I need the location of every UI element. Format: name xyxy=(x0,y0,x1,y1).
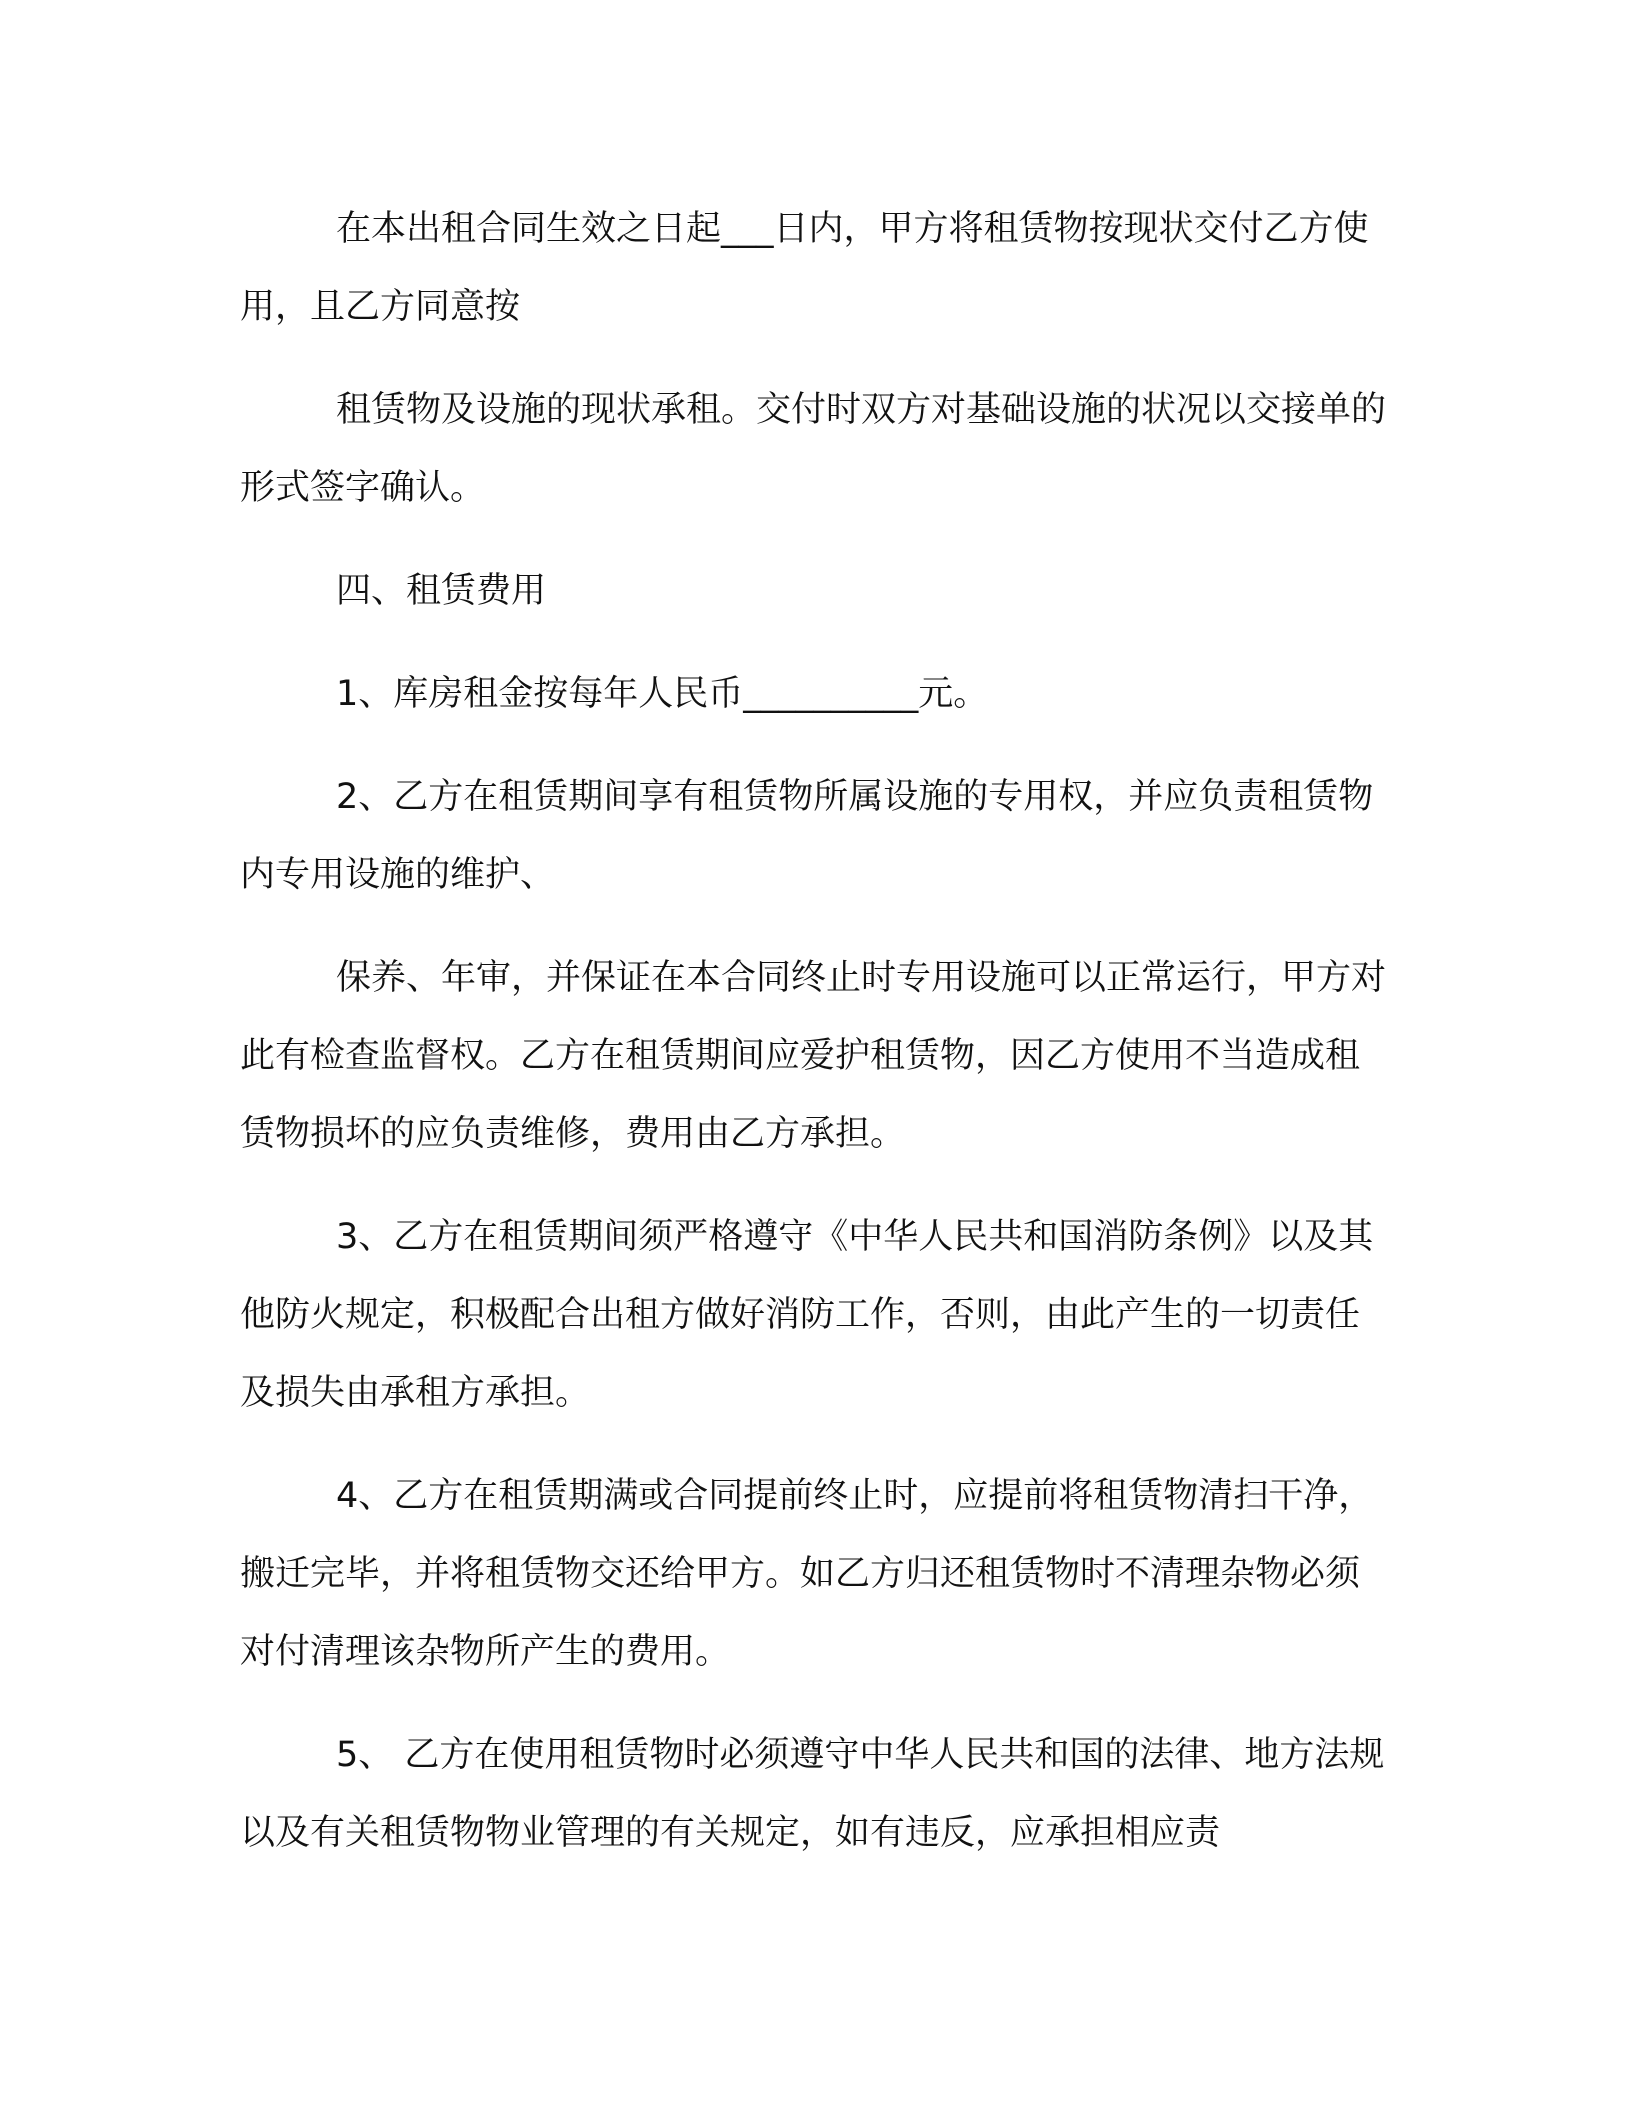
clause-2-maintenance: 保养、年审，并保证在本合同终止时专用设施可以正常运行，甲方对此有检查监督权。乙方在租赁期间应爱护租赁物，因乙方使用不当造成租赁物损坏的应负责维修，费用由乙方承担。 xyxy=(240,958,1387,1154)
paragraph-delivery: 在本出租合同生效之日起___日内，甲方将租赁物按现状交付乙方使用，且乙方同意按 xyxy=(240,209,1369,327)
paragraph-current-condition: 租赁物及设施的现状承租。交付时双方对基础设施的状况以交接单的形式签字确认。 xyxy=(240,390,1387,508)
clause-3-fire-safety: 3、乙方在租赁期间须严格遵守《中华人民共和国消防条例》以及其他防火规定，积极配合出租方做好消防工作，否则，由此产生的一切责任及损失由承租方承担。 xyxy=(240,1217,1374,1413)
section-heading-rental-fees: 四、租赁费用 xyxy=(336,571,547,611)
clause-2-facilities: 2、乙方在租赁期间享有租赁物所属设施的专用权，并应负责租赁物内专用设施的维护、 xyxy=(240,777,1374,895)
document-body xyxy=(240,190,1390,1897)
clause-5-regulations: 5、 乙方在使用租赁物时必须遵守中华人民共和国的法律、地方法规以及有关租赁物物业管理的有关规定，如有违反，应承担相应责 xyxy=(240,1735,1385,1853)
clause-1-rent: 1、库房租金按每年人民币__________元。 xyxy=(336,674,989,714)
clause-4-return: 4、乙方在租赁期满或合同提前终止时，应提前将租赁物清扫干净，搬迁完毕，并将租赁物交还给甲方。如乙方归还租赁物时不清理杂物必须对付清理该杂物所产生的费用。 xyxy=(240,1476,1374,1672)
